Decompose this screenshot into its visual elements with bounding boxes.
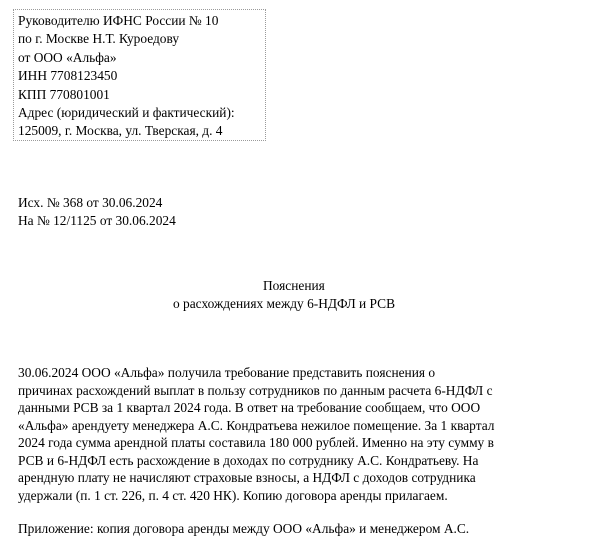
recipient-line: 125009, г. Москва, ул. Тверская, д. 4 xyxy=(18,123,223,139)
body-line: 2024 года сумма арендной платы составила 180 000 рублей. Именно на эту сумму в xyxy=(18,435,494,450)
body-line: удержали (п. 1 ст. 226, п. 4 ст. 420 НК). Копию договора аренды прилагаем. xyxy=(18,487,448,503)
body-line: арендную плату не начисляют страховые взносы, а НДФЛ с доходов сотрудника xyxy=(18,470,476,485)
recipient-line: Адрес (юридический и фактический): xyxy=(18,105,235,121)
recipient-line: Руководителю ИФНС России № 10 xyxy=(18,13,219,28)
recipient-line: КПП 770801001 xyxy=(18,86,110,102)
recipient-line: по г. Москве Н.Т. Куроедову xyxy=(18,31,180,47)
recipient-block xyxy=(18,12,235,141)
body-line: 30.06.2024 ООО «Альфа» получила требование представить пояснения о xyxy=(18,365,436,380)
incoming-number: На № 12/1125 от 30.06.2024 xyxy=(18,212,176,228)
body-paragraph xyxy=(18,364,590,504)
body-line: РСВ и 6-НДФЛ есть расхождение в доходах по сотруднику А.С. Кондратьеву. На xyxy=(18,452,479,468)
outgoing-number: Исх. № 368 от 30.06.2024 xyxy=(18,195,163,210)
recipient-line: ИНН 7708123450 xyxy=(18,68,118,84)
body-line: данными РСВ за 1 квартал 2024 года. В ответ на требование сообщаем, что ООО xyxy=(18,400,481,415)
title-line-1: Пояснения xyxy=(263,278,325,293)
title-line-2: о расхождениях между 6-НДФЛ и РСВ xyxy=(173,295,396,311)
body-line: «Альфа» арендуету менеджера А.С. Кондратьева нежилое помещение. За 1 квартал xyxy=(18,417,495,433)
body-line: причинах расхождений выплат в пользу сотрудников по данным расчета 6-НДФЛ с xyxy=(18,382,493,398)
reference-block xyxy=(18,194,176,229)
appendix-line: Приложение: копия договора аренды между ООО «Альфа» и менеджером А.С. xyxy=(18,521,470,536)
recipient-line: от ООО «Альфа» xyxy=(18,49,117,65)
document-title xyxy=(0,277,598,312)
